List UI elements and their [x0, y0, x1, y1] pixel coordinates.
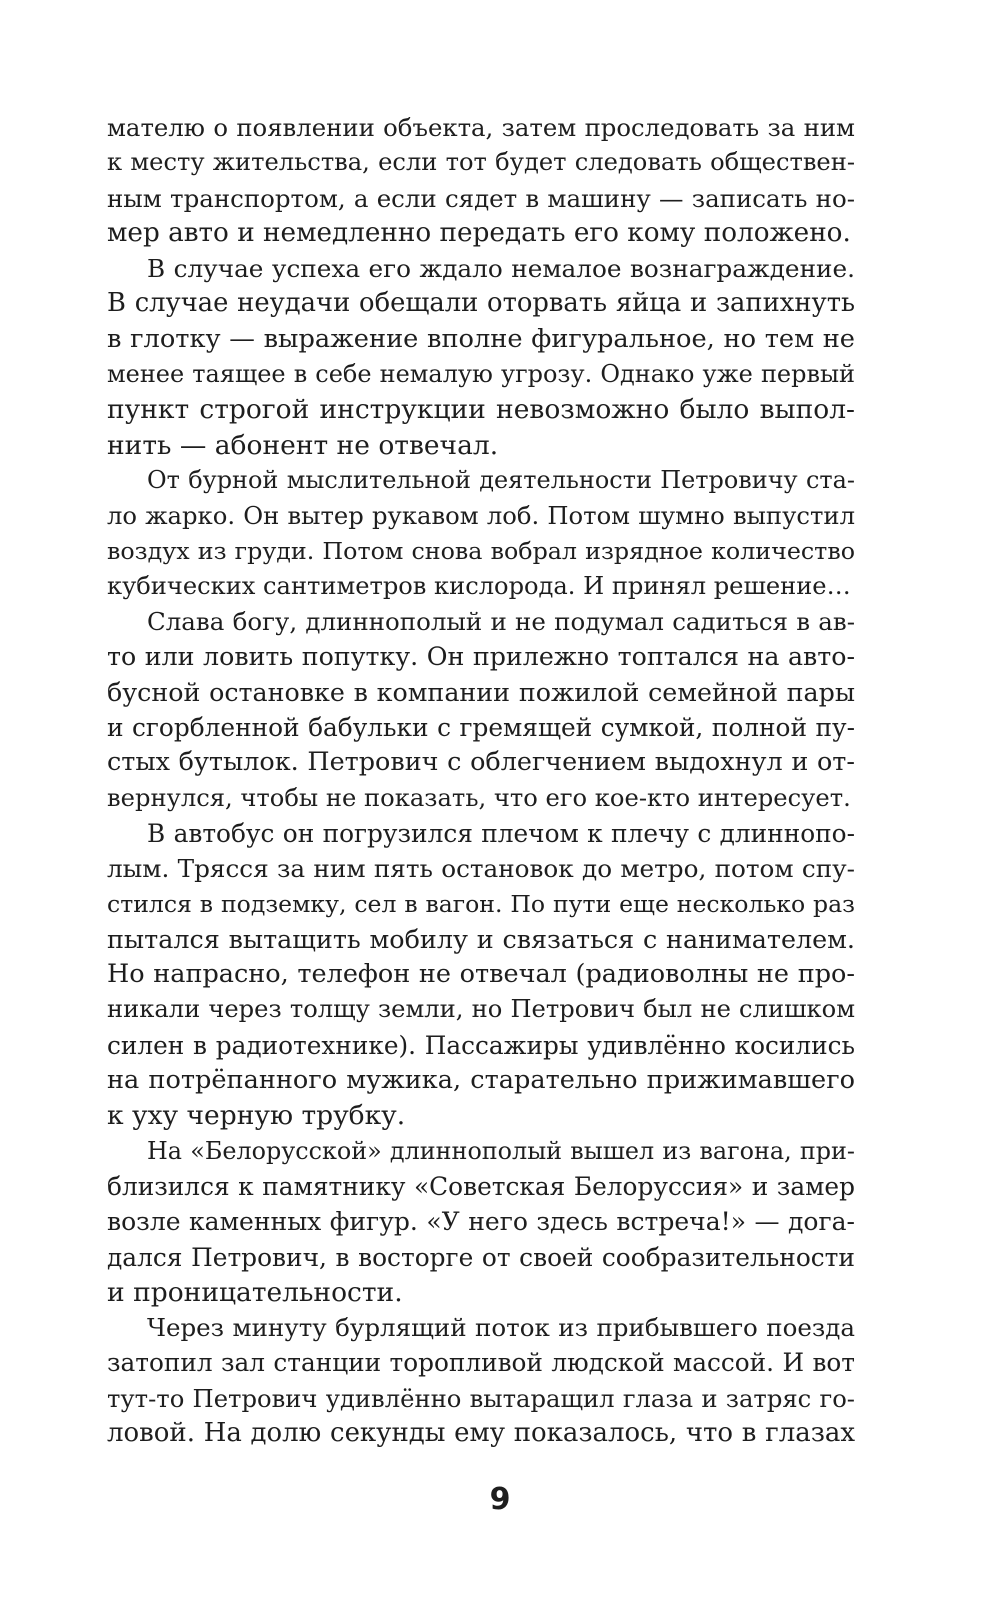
text-line: мателю о появлении объекта, затем проследовать за ним: [107, 113, 855, 142]
text-line: менее таящее в себе немалую угрозу. Однако уже первый: [107, 360, 855, 389]
text-line: возле каменных фигур. «У него здесь встреча!» — дога-: [107, 1207, 855, 1237]
text-line: силен в радиотехнике). Пассажиры удивлённо косились: [107, 1030, 855, 1060]
text-line: на потрёпанного мужика, старательно прижимавшего: [107, 1065, 855, 1096]
text-line: На «Белорусской» длиннополый вышел из вагона, при-: [147, 1136, 855, 1165]
text-line: в глотку — выражение вполне фигуральное, но тем не: [107, 323, 855, 354]
page-number: 9: [489, 1482, 511, 1517]
text-line: к уху черную трубку.: [107, 1100, 406, 1132]
text-line: тут-то Петрович удивлённо вытаращил глаза и затряс го-: [107, 1383, 855, 1413]
text-line: никали через толщу земли, но Петрович был не слишком: [107, 995, 855, 1024]
text-line: В случае неудачи обещали оторвать яйца и запихнуть: [107, 288, 855, 319]
text-line: Через минуту бурлящий поток из прибывшего поезда: [147, 1313, 855, 1343]
text-line: вернулся, чтобы не показать, что его кое-кто интересует.: [107, 783, 851, 812]
text-line: близился к памятнику «Советская Белоруссия» и замер: [107, 1171, 855, 1201]
text-line: лым. Трясся за ним пять остановок до метро, потом спу-: [107, 854, 855, 884]
text-line: Слава богу, длиннополый и не подумал садиться в ав-: [147, 607, 855, 637]
text-line: то или ловить попутку. Он прилежно топтался на авто-: [107, 642, 855, 672]
text-line: затопил зал станции торопливой людской массой. И вот: [107, 1348, 855, 1378]
text-line: пункт строгой инструкции невозможно было выпол-: [107, 394, 855, 426]
text-line: и сгорбленной бабульки с гремящей сумкой, полной пу-: [107, 713, 855, 743]
text-line: стых бутылок. Петрович с облегчением выдохнул и от-: [107, 747, 855, 778]
text-line: Но напрасно, телефон не отвечал (радиоволны не про-: [107, 959, 855, 990]
text-line: мер авто и немедленно передать его кому положено.: [107, 217, 851, 248]
text-line: дался Петрович, в восторге от своей сообразительности: [107, 1242, 855, 1272]
text-line: ло жарко. Он вытер рукавом лоб. Потом шумно выпустил: [107, 501, 855, 531]
text-line: бусной остановке в компании пожилой семейной пары: [107, 676, 855, 707]
text-line: и проницательности.: [107, 1276, 403, 1308]
body-text: [107, 110, 855, 1451]
text-line: к месту жительства, если тот будет следовать обществен-: [107, 148, 855, 177]
text-line: От бурной мыслительной деятельности Петровичу ста-: [147, 465, 855, 494]
text-line: пытался вытащить мобилу и связаться с нанимателем.: [107, 923, 855, 954]
text-line: В автобус он погрузился плечом к плечу с длиннопо-: [147, 818, 855, 848]
text-line: ным транспортом, а если сядет в машину — записать но-: [107, 183, 855, 213]
text-line: воздух из груди. Потом снова вобрал изрядное количество: [107, 536, 855, 565]
text-line: стился в подземку, сел в вагон. По пути еще несколько раз: [107, 889, 855, 918]
text-line: кубических сантиметров кислорода. И принял решение…: [107, 571, 851, 600]
text-line: ловой. На долю секунды ему показалось, что в глазах: [107, 1417, 855, 1448]
text-line: В случае успеха его ждало немалое вознаграждение.: [147, 254, 855, 284]
text-line: нить — абонент не отвечал.: [107, 429, 499, 461]
